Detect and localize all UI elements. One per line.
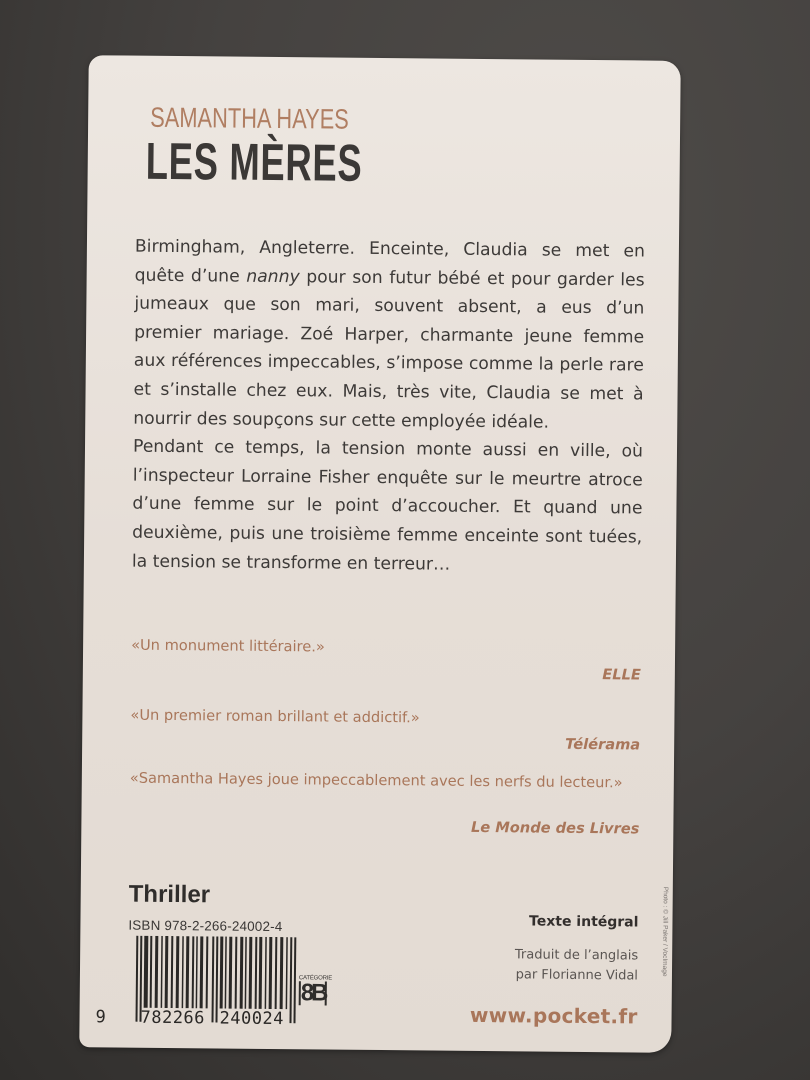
author-name: SAMANTHA HAYES <box>150 101 349 135</box>
edition-label: Texte intégral <box>528 913 639 931</box>
review-quote-1: «Un monument littéraire.» <box>131 636 325 656</box>
blurb-italic-word: nanny <box>246 266 300 287</box>
book-blurb <box>132 233 645 581</box>
publisher-website: www.pocket.fr <box>469 1002 638 1029</box>
category-label: CATÉGORIE <box>298 975 333 982</box>
blurb-paragraph-2: Pendant ce temps, la tension monte aussi en ville, où l’inspecteur Lorraine Fisher enquête sur le meurtre atroce d’une femme sur le point d’accoucher. Et quand une deuxième, puis une troisième femme enceinte sont tuées, la tension se transforme en terreur… <box>131 436 644 575</box>
review-quote-2: «Un premier roman brillant et addictif.» <box>130 706 420 727</box>
genre-label: Thriller <box>128 880 211 909</box>
barcode-left-group: 782266 <box>140 1007 206 1029</box>
barcode-first-digit: 9 <box>95 1007 106 1028</box>
isbn-number: ISBN 978-2-266-24002-4 <box>128 917 283 935</box>
photo-credit: Photo : © Jill Paker / VocImage <box>660 886 669 977</box>
barcode-right-group: 240024 <box>219 1008 285 1030</box>
category-code: 8B <box>300 979 326 1007</box>
category-box <box>298 975 333 1015</box>
review-source-2: Télérama <box>565 735 641 754</box>
book-back-cover <box>79 55 680 1053</box>
review-source-1: ELLE <box>602 666 641 684</box>
translator-credit: Traduit de l’anglais par Florianne Vidal <box>514 947 639 984</box>
review-source-3: Le Monde des Livres <box>470 818 640 838</box>
book-title: LES MÈRES <box>145 132 363 193</box>
blurb-paragraph-1: Birmingham, Angleterre. Enceinte, Claudia se met en quête d’une nanny pour son futur bébé et pour garder les jumeaux que son mari, souvent absent, a eus d’un premier mariage. Zoé Harper, charmante jeune femme aux références impeccables, s’impose comme la perle rare et s’installe chez eux. Mais, très vite, Claudia se met à nourrir des soupçons sur cette employée idéale. <box>133 236 646 433</box>
review-quote-3: «Samantha Hayes joue impeccablement avec les nerfs du lecteur.» <box>129 769 623 792</box>
